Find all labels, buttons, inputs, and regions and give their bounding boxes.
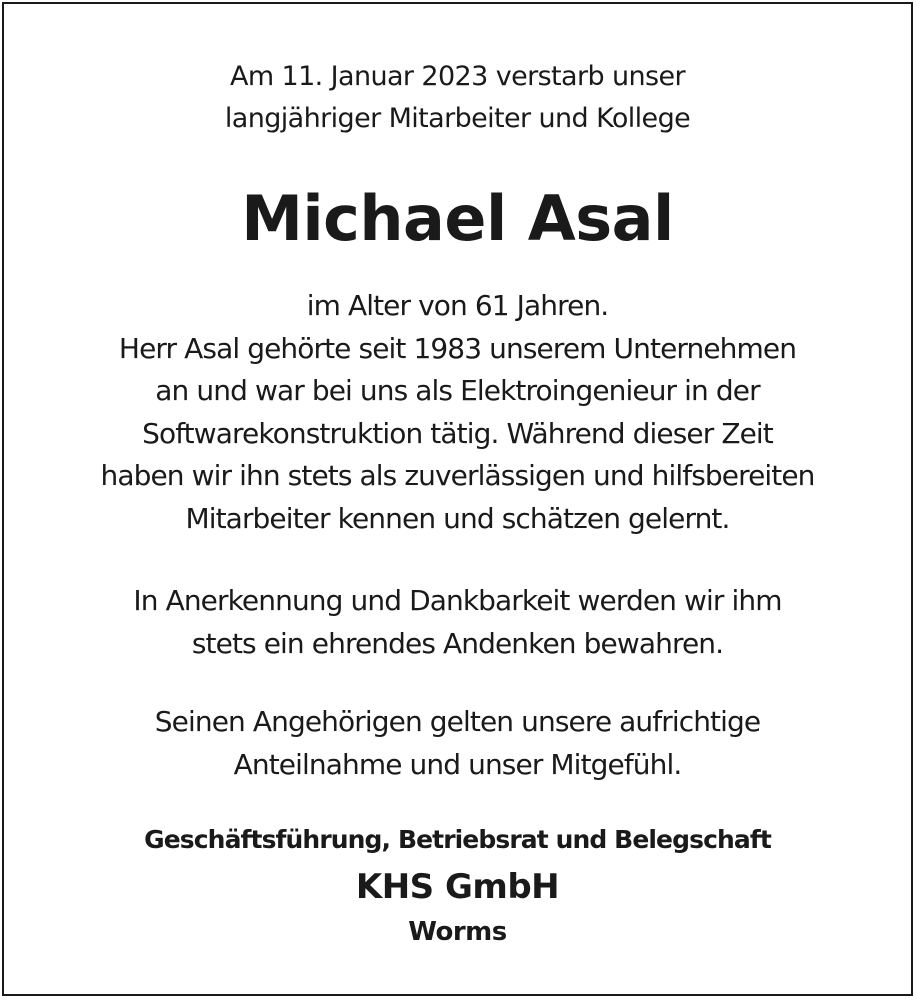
tribute-line: Mitarbeiter kennen und schätzen gelernt. — [185, 501, 730, 535]
tribute-line: im Alter von 61 Jahren. — [306, 289, 609, 322]
tribute-line: Herr Asal gehörte seit 1983 unserem Unternehmen — [118, 331, 797, 365]
remembrance-line: In Anerkennung und Dankbarkeit werden wir ihm — [133, 584, 782, 617]
remembrance-line: stets ein ehrendes Andenken bewahren. — [191, 626, 724, 660]
condolence-line: Seinen Angehörigen gelten unsere aufrichtige — [154, 705, 761, 738]
signature-city: Worms — [408, 917, 507, 947]
tribute-text — [4, 285, 911, 540]
remembrance-text — [4, 580, 911, 665]
deceased-name: Michael Asal — [241, 182, 674, 255]
condolence-line: Anteilnahme und unser Mitgefühl. — [233, 747, 682, 781]
signature-company: KHS GmbH — [355, 867, 560, 907]
tribute-line: an und war bei uns als Elektroingenieur in der — [155, 374, 760, 407]
intro-line: Am 11. Januar 2023 verstarb unser — [229, 61, 686, 92]
intro-text — [4, 56, 911, 140]
condolence-text — [4, 701, 911, 786]
intro-line: langjähriger Mitarbeiter und Kollege — [224, 103, 691, 134]
obituary-notice — [2, 2, 913, 996]
signature-groups: Geschäftsführung, Betriebsrat und Belegschaft — [144, 825, 771, 854]
tribute-line: haben wir ihn stets als zuverlässigen und hilfsbereiten — [100, 459, 815, 492]
tribute-line: Softwarekonstruktion tätig. Während dieser Zeit — [142, 416, 773, 450]
